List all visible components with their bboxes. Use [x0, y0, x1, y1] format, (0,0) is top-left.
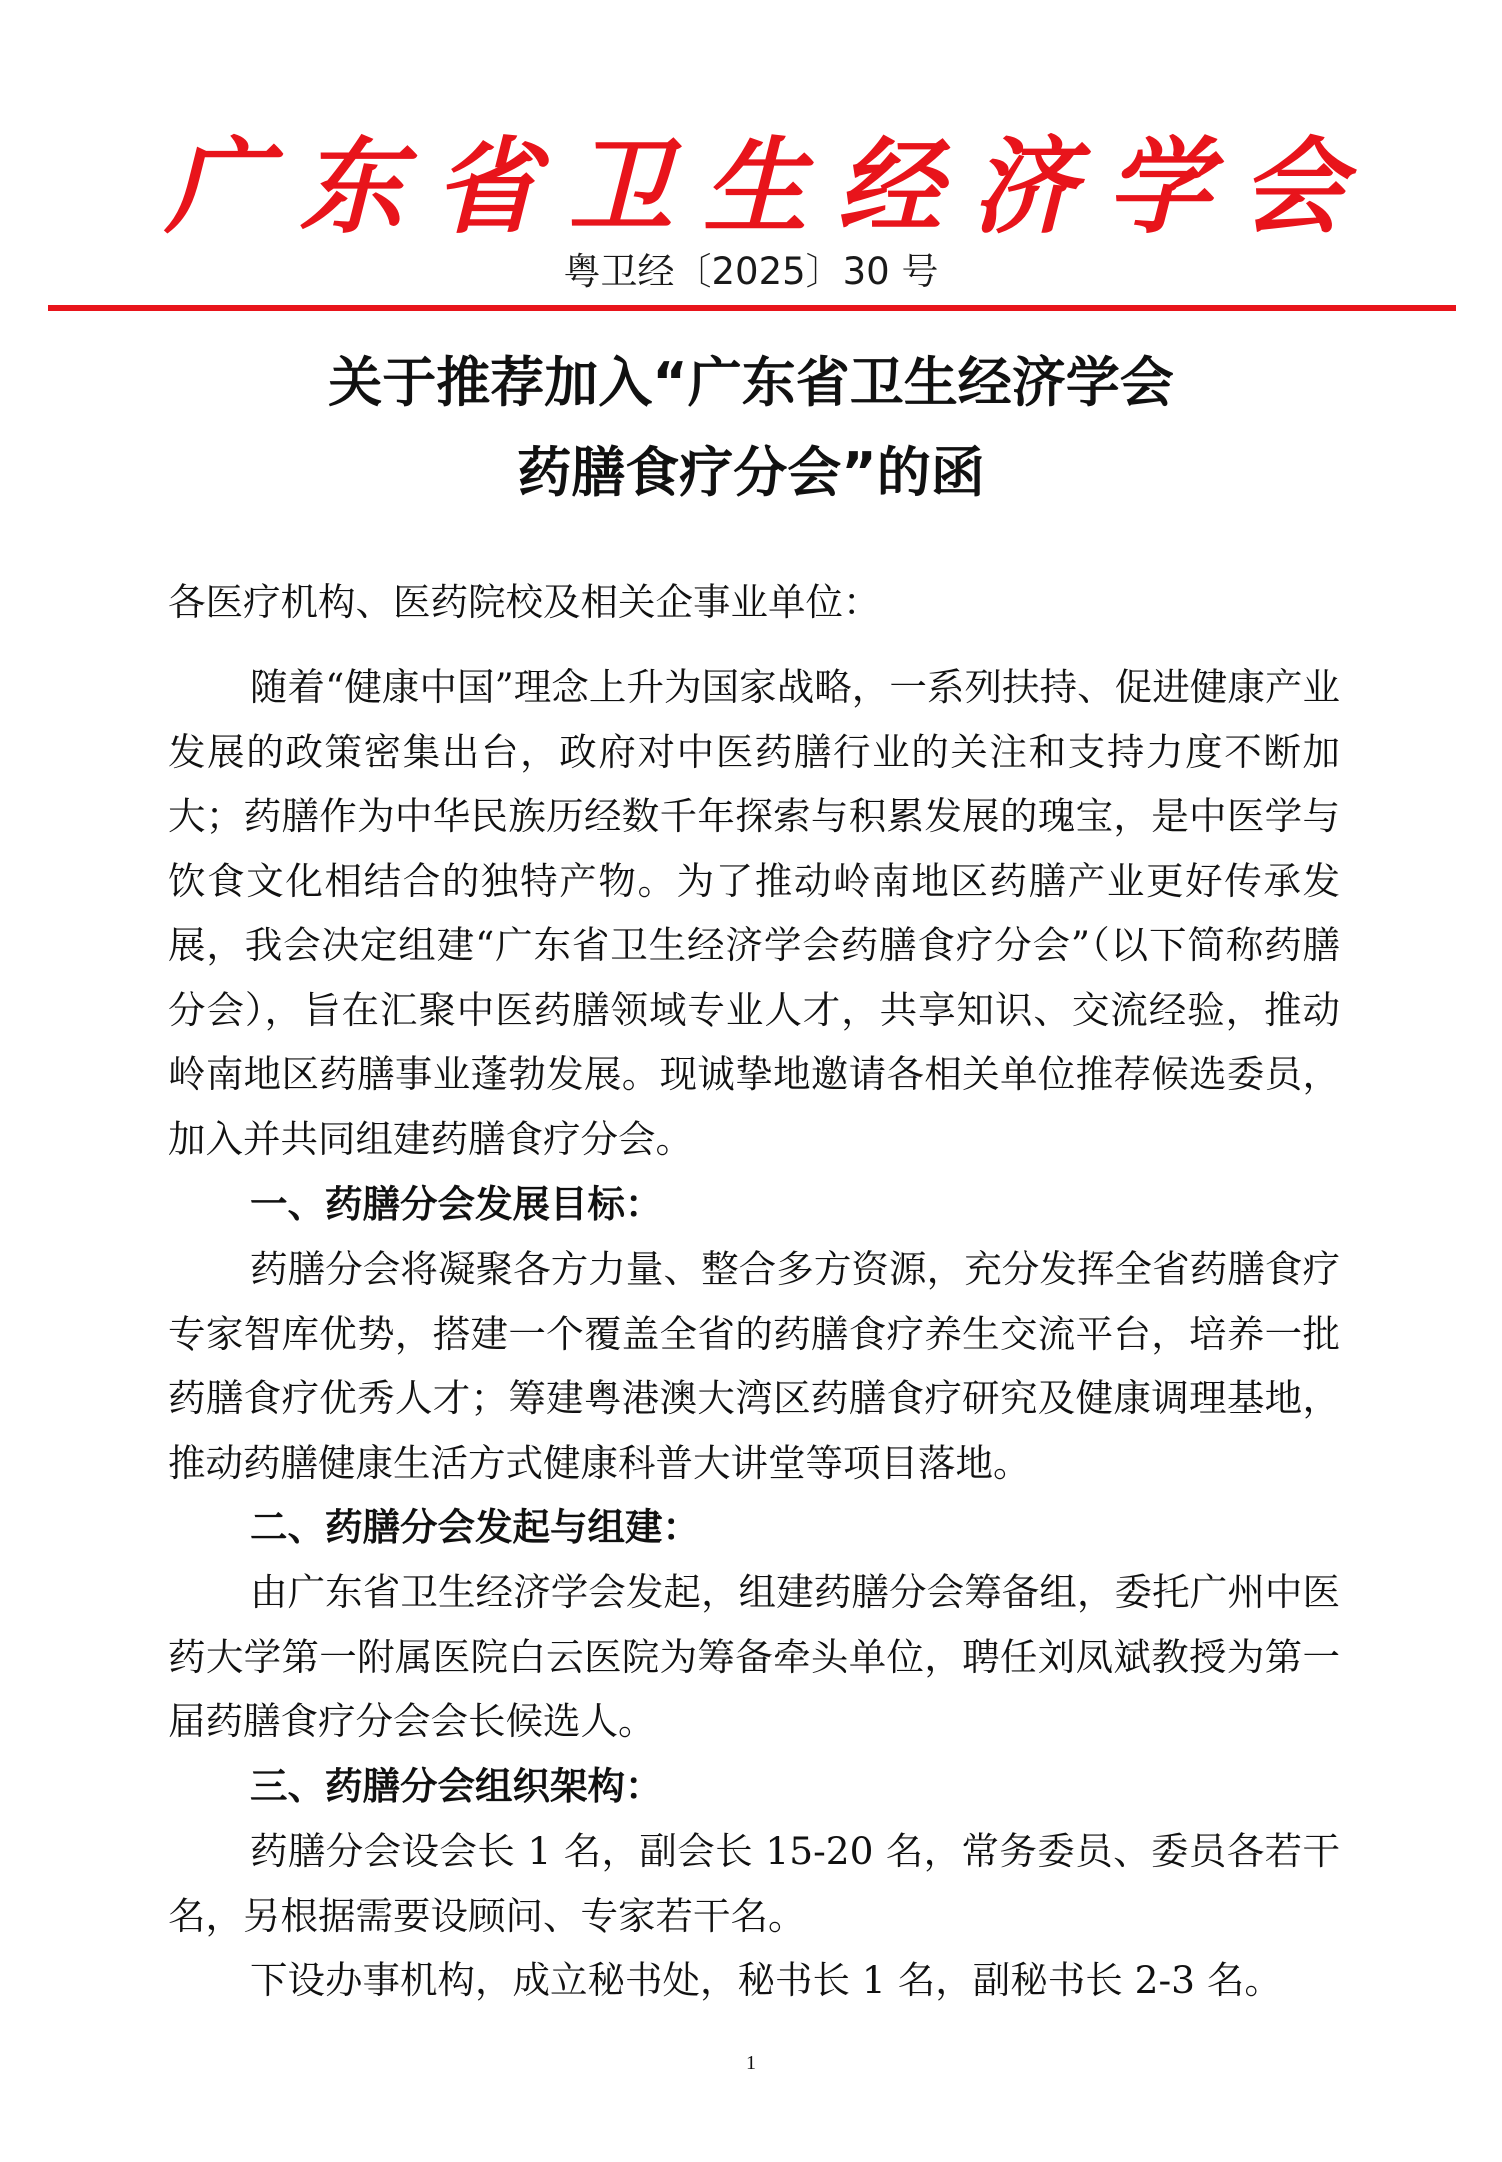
- section-paragraph-founding: 由广东省卫生经济学会发起，组建药膳分会筹备组，委托广州中医药大学第一附属医院白云医院为筹备牵头单位，聘任刘凤斌教授为第一届药膳食疗分会会长候选人。: [168, 1570, 1340, 1743]
- letterhead-char: 省: [433, 125, 538, 248]
- section-heading-structure: 三、药膳分会组织架构：: [250, 1764, 663, 1808]
- document-title-line1: 关于推荐加入“广东省卫生经济学会: [328, 351, 1174, 414]
- section-heading-founding: 二、药膳分会发起与组建：: [250, 1505, 700, 1549]
- page-number: 1: [746, 2052, 756, 2074]
- letterhead-char: 学: [1106, 125, 1211, 248]
- header-divider: [48, 305, 1456, 311]
- section-paragraph-secretariat: 下设办事机构，成立秘书处，秘书长 1 名，副秘书长 2-3 名。: [250, 1958, 1282, 2002]
- section-heading-goals: 一、药膳分会发展目标：: [250, 1182, 663, 1226]
- salutation: 各医疗机构、医药院校及相关企事业单位：: [168, 580, 881, 624]
- letterhead-char: 广: [165, 125, 270, 248]
- letterhead-char: 生: [702, 125, 807, 248]
- letterhead-char: 经: [837, 125, 942, 248]
- letterhead-char: 济: [971, 125, 1076, 248]
- intro-paragraph: 随着“健康中国”理念上升为国家战略，一系列扶持、促进健康产业发展的政策密集出台，政府对中医药膳行业的关注和支持力度不断加大；药膳作为中华民族历经数千年探索与积累发展的瑰宝，是中医学与饮食文化相结合的独特产物。为了推动岭南地区药膳产业更好传承发展，我会决定组建“广东省卫生经济学会药膳食疗分会”（以下简称药膳分会），旨在汇聚中医药膳领域专业人才，共享知识、交流经验，推动岭南地区药膳事业蓬勃发展。现诚挚地邀请各相关单位推荐候选委员，加入并共同组建药膳食疗分会。: [168, 665, 1340, 1161]
- section-paragraph-structure: 药膳分会设会长 1 名，副会长 15-20 名，常务委员、委员各若干名，另根据需要设顾问、专家若干名。: [168, 1829, 1340, 1938]
- document-title-line2: 药膳食疗分会”的函: [517, 441, 985, 504]
- section-paragraph-goals: 药膳分会将凝聚各方力量、整合多方资源，充分发挥全省药膳食疗专家智库优势，搭建一个覆盖全省的药膳食疗养生交流平台，培养一批药膳食疗优秀人才；筹建粤港澳大湾区药膳食疗研究及健康调理基地，推动药膳健康生活方式健康科普大讲堂等项目落地。: [168, 1247, 1340, 1485]
- letterhead-char: 会: [1240, 125, 1345, 248]
- letterhead-char: 卫: [568, 125, 673, 248]
- letterhead-char: 东: [299, 125, 404, 248]
- org-letterhead: [165, 118, 1345, 248]
- document-number: 粤卫经〔2025〕30 号: [563, 250, 939, 293]
